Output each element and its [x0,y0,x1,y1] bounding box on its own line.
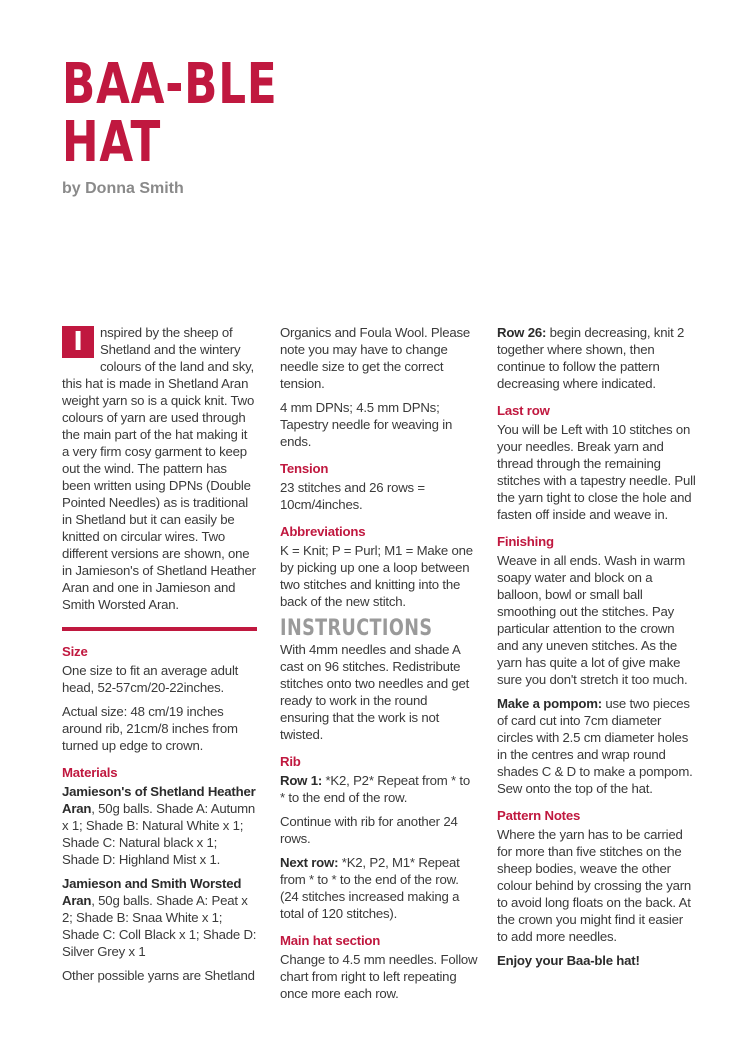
yarn-1-text: , 50g balls. Shade A: Autumn x 1; Shade B: Natural White x 1; Shade C: Natural black x 1; Shade D: Highland Mist x 1. [62,801,256,867]
tension-text: 23 stitches and 26 rows = 10cm/4inches. [280,480,425,512]
size-text-2: Actual size: 48 cm/19 inches around rib, 21cm/8 inches from turned up edge to crown. [62,704,238,753]
rib-row-1 [280,772,478,806]
row-26-label: Row 26: [497,325,547,340]
yarn-1-name: Jamieson's of Shetland Heather Aran [62,784,256,816]
finishing-heading: Finishing [497,534,554,549]
drop-cap: I [62,326,94,358]
rib-next-row-label: Next row: [280,855,339,870]
materials-other-start: Other possible yarns are Shetland [62,968,255,983]
materials-yarn-1 [62,783,257,868]
rib-heading: Rib [280,754,301,769]
column-1 [62,324,257,991]
abbreviations-heading: Abbreviations [280,524,366,539]
rib-continue: Continue with rib for another 24 rows. [280,814,458,846]
materials-heading: Materials [62,765,118,780]
title-line-2: HAT [62,110,162,175]
abbreviations-text: K = Knit; P = Purl; M1 = Make one by picking up one a loop between two stitches and knitting into the back of the new stitch. [280,543,473,609]
intro-text: nspired by the sheep of Shetland and the wintery colours of the land and sky, this hat is made in Shetland Aran weight yarn so is a quick knit. Two colours of yarn are used through the main part of the hat making it a very firm cosy garment to keep out the wind. The pattern has been written using DPNs (Double Pointed Needles) as is traditional in Shetland but it can easily be knitted on circular wires. Two different versions are shown, one in Jamieson's of Shetland Heather Aran and one in Jamieson and Smith Worsted Aran. [62,325,256,612]
rib-next-row [280,854,478,922]
pompom-label: Make a pompom: [497,696,602,711]
byline: by Donna Smith [62,180,184,197]
finishing-text: Weave in all ends. Wash in warm soapy water and block on a balloon, bowl or small ball smoothing out the stitches. Pay particular attention to the crown and any uneven stitches. As the yarn has quite a lot of give make sure you don't stretch it too much. [497,553,688,687]
row-26 [497,324,697,392]
closing-line: Enjoy your Baa-ble hat! [497,953,640,968]
rib-row-1-label: Row 1: [280,773,323,788]
last-row-heading: Last row [497,403,550,418]
rib-row-1-text: *K2, P2* Repeat from * to * to the end of the row. [280,773,471,805]
last-row-text: You will be Left with 10 stitches on your needles. Break yarn and thread through the remaining stitches with a tapestry needle. Pull the yarn tight to close the hole and fasten off inside and weave in. [497,422,696,522]
column-2 [280,324,478,1009]
column-3 [497,324,697,976]
instructions-heading: INSTRUCTIONS [280,616,433,641]
pompom-paragraph [497,695,697,797]
needles-text: 4 mm DPNs; 4.5 mm DPNs; Tapestry needle for weaving in ends. [280,400,453,449]
intro-paragraph [62,324,257,613]
main-section-heading: Main hat section [280,933,381,948]
pompom-text: use two pieces of card cut into 7cm diameter circles with 2.5 cm diameter holes in the centres and wrap round shades C & D to make a pompom. Sew onto the top of the hat. [497,696,693,796]
materials-yarn-2 [62,875,257,960]
rib-next-row-text: *K2, P2, M1* Repeat from * to * to the end of the row. (24 stitches increased making a total of 120 stitches). [280,855,460,921]
section-divider [62,627,257,631]
yarn-2-text: , 50g balls. Shade A: Peat x 2; Shade B: Snaa White x 1; Shade C: Coll Black x 1; Shade D: Silver Grey x 1 [62,893,257,959]
yarn-2-name: Jamieson and Smith Worsted Aran [62,876,242,908]
row-26-text: begin decreasing, knit 2 together where shown, then continue to follow the pattern decreasing where indicated. [497,325,685,391]
main-section-text: Change to 4.5 mm needles. Follow chart from right to left repeating once more each row. [280,952,478,1001]
title-line-1: BAA-BLE [62,52,278,117]
size-text-1: One size to fit an average adult head, 52-57cm/20-22inches. [62,663,239,695]
instructions-text: With 4mm needles and shade A cast on 96 stitches. Redistribute stitches onto two needles and get ready to work in the round ensuring that the work is not twisted. [280,642,470,742]
tension-heading: Tension [280,461,329,476]
page-title [62,52,278,175]
pattern-notes-text: Where the yarn has to be carried for more than five stitches on the sheep bodies, weave the other colour behind by crossing the yarn to avoid long floats on the back. At the crown you might find it easier to add more needles. [497,827,692,944]
size-heading: Size [62,644,88,659]
pattern-notes-heading: Pattern Notes [497,808,581,823]
materials-other-continued: Organics and Foula Wool. Please note you may have to change needle size to get the correct tension. [280,325,471,391]
